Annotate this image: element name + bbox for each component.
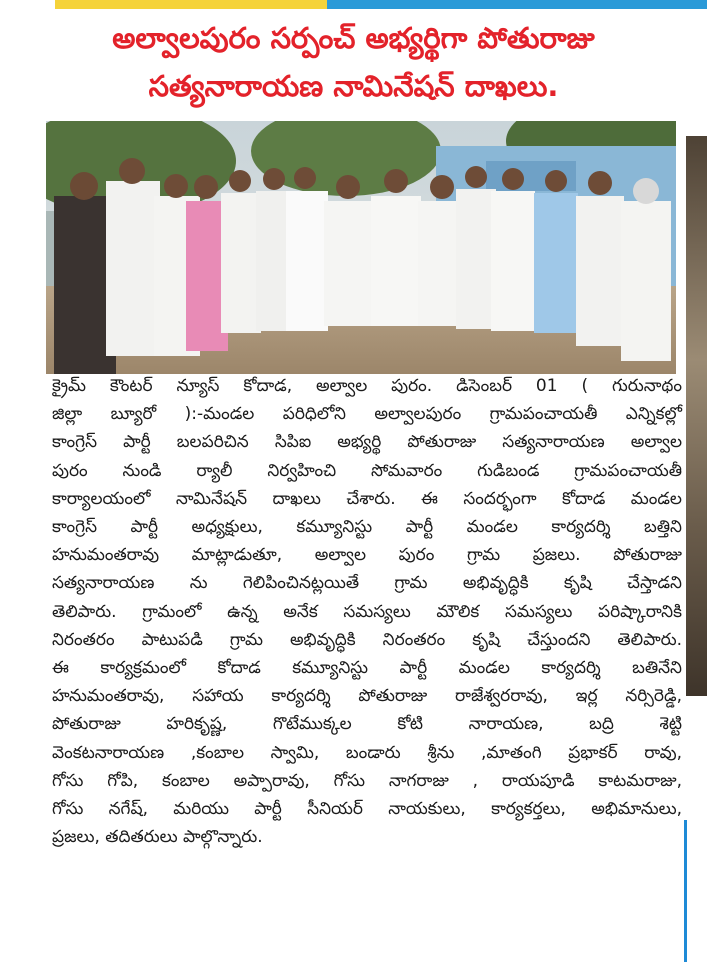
- top-bar-blue-segment: [327, 0, 707, 9]
- adjacent-photo-fragment: [686, 136, 707, 696]
- article-line: పురం నుండి ర్యాలీ నిర్వహించి సోమవారం గుడిబండ గ్రామపంచాయతీ: [52, 460, 682, 481]
- top-color-bar: [0, 0, 707, 9]
- adjacent-blue-rule: [684, 820, 687, 962]
- article-line: వెంకటనారాయణ ,కంబాల స్వామి, బండారు శ్రీను ,మాతంగి ప్రభాకర్ రావు,: [52, 742, 682, 763]
- news-photo: [46, 121, 676, 374]
- article-line: హనుమంతరావు, సహాయ కార్యదర్శి పోతురాజు రాజేశ్వరరావు, ఇర్ల నర్సిరెడ్డి,: [52, 686, 682, 707]
- article-line: నిరంతరం పాటుపడి గ్రామ అభివృద్ధికి నిరంతరం కృషి చేస్తుందని తెలిపారు.: [52, 629, 682, 650]
- article-line: కాంగ్రెస్ పార్టీ బలపరిచిన సిపిఐ అభ్యర్థి పోతురాజు సత్యనారాయణ అల్వాల: [52, 432, 682, 453]
- article-line: కార్యాలయంలో నామినేషన్ దాఖలు చేశారు. ఈ సందర్భంగా కోదాడ మండల: [52, 488, 682, 509]
- adjacent-page-edge: [680, 120, 707, 962]
- headline-line-2: సత్యనారాయణ నామినేషన్ దాఖలు.: [148, 69, 559, 103]
- article-line: తెలిపారు. గ్రామంలో ఉన్న అనేక సమస్యలు మౌలిక సమస్యలు పరిష్కారానికి: [52, 601, 682, 622]
- article-line: క్రైమ్ కౌంటర్ న్యూస్ కోదాడ, అల్వాల పురం. డిసెంబర్ 01 ( గురునాథం: [52, 376, 682, 396]
- article-line: కాంగ్రెస్ పార్టీ అధ్యక్షులు, కమ్యూనిస్టు పార్టీ మండల కార్యదర్శి బత్తిని: [52, 517, 682, 538]
- article-line: హనుమంతరావు మాట్లాడుతూ, అల్వాల పురం గ్రామ ప్రజలు. పోతురాజు: [52, 545, 682, 566]
- group-photo-icon: [46, 121, 676, 374]
- article-line: గోసు నగేష్, మరియు పార్టీ సీనియర్ నాయకులు, కార్యకర్తలు, అభిమానులు,: [52, 799, 682, 820]
- article-line: జిల్లా బ్యూరో ):-మండల పరిధిలోని అల్వాలపురం గ్రామపంచాయతీ ఎన్నికల్లో: [52, 404, 682, 425]
- article-line: సత్యనారాయణ ను గెలిపించినట్లయితే గ్రామ అభివృద్ధికి కృషి చేస్తాడని: [52, 573, 682, 594]
- article-body: [52, 372, 682, 851]
- article-line: గోసు గోపి, కంబాల అప్పారావు, గోసు నాగరాజు , రాయపూడి కాటమరాజు,: [52, 770, 682, 791]
- article-line: పోతురాజు హరికృష్ణ, గొటేముక్కల కోటి నారాయణ, బద్రి శెట్టి: [52, 714, 682, 735]
- headline-line-1: అల్వాలపురం సర్పంచ్ అభ్యర్థిగా పోతురాజు: [112, 21, 595, 55]
- top-bar-yellow-segment: [55, 0, 327, 9]
- article-line: ఈ కార్యక్రమంలో కోదాడ కమ్యూనిస్టు పార్టీ మండల కార్యదర్శి బతినేని: [52, 658, 682, 679]
- headline: [20, 14, 687, 110]
- article-line: ప్రజలు, తదితరులు పాల్గొన్నారు.: [52, 827, 263, 848]
